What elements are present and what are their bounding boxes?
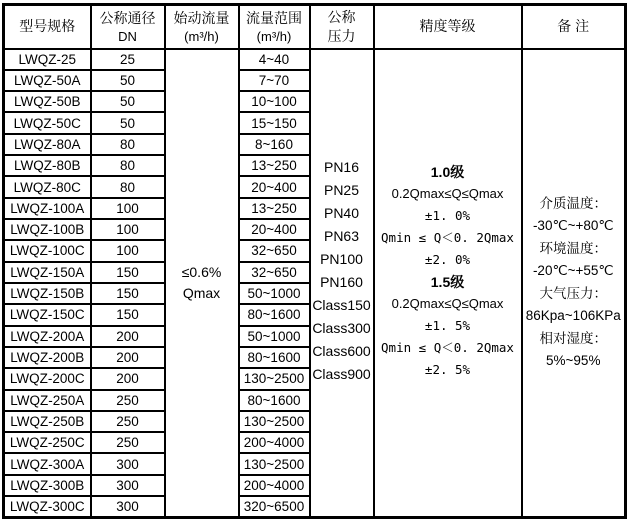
col-header-flow-range: [239, 5, 310, 49]
model-cell: LWQZ-200C: [4, 368, 91, 389]
range-cell: 50~1000: [239, 326, 310, 347]
col-header-start-flow-line1: 始动流量: [173, 9, 230, 26]
remark-content: [523, 193, 625, 373]
col-header-dn-line1: 公称通径: [99, 9, 156, 26]
range-cell: 32~650: [239, 240, 310, 261]
col-header-model: [4, 5, 91, 49]
model-cell: LWQZ-300B: [4, 475, 91, 496]
accuracy-grade-2-block: [375, 271, 521, 381]
header-row: [4, 5, 626, 49]
remark-line: 环境温度：: [539, 240, 607, 256]
remark-line: 介质温度：: [539, 195, 607, 211]
dn-cell: 80: [91, 155, 165, 176]
accuracy-grade-1-block: [375, 161, 521, 271]
model-cell: LWQZ-50A: [4, 70, 91, 91]
accuracy-grade-2-title: 1.5级: [430, 273, 465, 290]
dn-cell: 200: [91, 347, 165, 368]
col-header-pressure: [310, 5, 374, 49]
pressure-item: Class300: [312, 319, 371, 336]
pressure-item: PN25: [323, 181, 360, 198]
range-cell: 7~70: [239, 70, 310, 91]
dn-cell: 250: [91, 432, 165, 453]
range-cell: 130~2500: [239, 368, 310, 389]
accuracy-grade-2-range-low: Qmin ≤ Q＜0. 2Qmax: [381, 339, 514, 355]
pressure-item: Class600: [312, 342, 371, 359]
col-header-start-flow: [165, 5, 239, 49]
model-cell: LWQZ-150C: [4, 304, 91, 325]
dn-cell: 80: [91, 176, 165, 197]
range-cell: 200~4000: [239, 475, 310, 496]
spec-table: [2, 3, 627, 519]
dn-cell: 150: [91, 283, 165, 304]
dn-cell: 250: [91, 390, 165, 411]
pressure-item: PN160: [320, 273, 363, 290]
model-cell: LWQZ-50B: [4, 91, 91, 112]
dn-cell: 50: [91, 112, 165, 133]
start-flow-cell: [165, 49, 239, 518]
col-header-remark: [522, 5, 626, 49]
pressure-list: [311, 156, 373, 386]
pressure-cell: [310, 49, 374, 518]
range-cell: 8~160: [239, 134, 310, 155]
pressure-item: PN40: [323, 204, 360, 221]
dn-cell: 50: [91, 91, 165, 112]
dn-cell: 200: [91, 368, 165, 389]
accuracy-grade-1-title: 1.0级: [430, 163, 465, 180]
range-cell: 15~150: [239, 112, 310, 133]
range-cell: 50~1000: [239, 283, 310, 304]
pressure-item: PN100: [320, 250, 363, 267]
table-header: [4, 5, 626, 49]
dn-cell: 250: [91, 411, 165, 432]
col-header-pressure-line1: 公称: [327, 8, 356, 25]
remark-cell: [522, 49, 626, 518]
remark-line: 相对湿度：: [539, 330, 607, 346]
col-header-dn-line2: DN: [118, 28, 137, 44]
model-cell: LWQZ-50C: [4, 112, 91, 133]
model-cell: LWQZ-80C: [4, 176, 91, 197]
col-header-accuracy-label: 精度等级: [419, 18, 476, 35]
accuracy-grade-1-error-low: ±2. 0%: [424, 251, 471, 267]
model-cell: LWQZ-100C: [4, 240, 91, 261]
col-header-flow-range-line1: 流量范围: [246, 9, 302, 26]
pressure-item: Class150: [312, 296, 371, 313]
model-cell: LWQZ-150A: [4, 262, 91, 283]
accuracy-cell: [374, 49, 522, 518]
dn-cell: 50: [91, 70, 165, 91]
model-cell: LWQZ-300C: [4, 496, 91, 517]
accuracy-grade-1-range-low: Qmin ≤ Q＜0. 2Qmax: [381, 229, 514, 245]
pressure-item: Class900: [312, 365, 371, 382]
model-cell: LWQZ-200A: [4, 326, 91, 347]
range-cell: 20~400: [239, 176, 310, 197]
range-cell: 320~6500: [239, 496, 310, 517]
start-flow-value: ≤0.6%: [181, 263, 222, 280]
range-cell: 80~1600: [239, 347, 310, 368]
pressure-item: PN16: [323, 158, 360, 175]
range-cell: 13~250: [239, 198, 310, 219]
dn-cell: 200: [91, 326, 165, 347]
range-cell: 80~1600: [239, 390, 310, 411]
col-header-flow-range-line2: (m³/h): [256, 28, 292, 44]
dn-cell: 300: [91, 496, 165, 517]
col-header-start-flow-line2: (m³/h): [184, 28, 219, 44]
range-cell: 4~40: [239, 49, 310, 70]
range-cell: 32~650: [239, 262, 310, 283]
pressure-item: PN63: [323, 227, 360, 244]
accuracy-grade-1-error: ±1. 0%: [424, 207, 471, 223]
dn-cell: 150: [91, 304, 165, 325]
accuracy-grade-2-error: ±1. 5%: [424, 317, 471, 333]
dn-cell: 150: [91, 262, 165, 283]
col-header-model-label: 型号规格: [19, 18, 76, 35]
range-cell: 80~1600: [239, 304, 310, 325]
remark-line: 大气压力：: [539, 285, 607, 301]
dn-cell: 100: [91, 198, 165, 219]
range-cell: 20~400: [239, 219, 310, 240]
model-cell: LWQZ-25: [4, 49, 91, 70]
model-cell: LWQZ-250C: [4, 432, 91, 453]
remark-line: 5%~95%: [546, 353, 601, 369]
accuracy-grade-2-range: 0.2Qmax≤Q≤Qmax: [391, 295, 504, 311]
accuracy-content: [375, 161, 521, 381]
model-cell: LWQZ-100B: [4, 219, 91, 240]
model-cell: LWQZ-250B: [4, 411, 91, 432]
model-cell: LWQZ-100A: [4, 198, 91, 219]
range-cell: 200~4000: [239, 432, 310, 453]
range-cell: 130~2500: [239, 411, 310, 432]
remark-line: -20℃~+55℃: [532, 263, 614, 279]
dn-cell: 80: [91, 134, 165, 155]
accuracy-grade-1-range: 0.2Qmax≤Q≤Qmax: [391, 185, 504, 201]
start-flow-qmax: Qmax: [182, 284, 221, 301]
range-cell: 10~100: [239, 91, 310, 112]
dn-cell: 300: [91, 475, 165, 496]
model-cell: LWQZ-250A: [4, 390, 91, 411]
table-body: [4, 49, 626, 518]
model-cell: LWQZ-80B: [4, 155, 91, 176]
remark-line: 86Kpa~106KPa: [525, 308, 621, 324]
col-header-pressure-line2: 压力: [327, 27, 356, 44]
dn-cell: 100: [91, 219, 165, 240]
col-header-accuracy: [374, 5, 522, 49]
model-cell: LWQZ-300A: [4, 453, 91, 474]
dn-cell: 25: [91, 49, 165, 70]
model-cell: LWQZ-200B: [4, 347, 91, 368]
range-cell: 130~2500: [239, 453, 310, 474]
model-cell: LWQZ-150B: [4, 283, 91, 304]
dn-cell: 100: [91, 240, 165, 261]
model-cell: LWQZ-80A: [4, 134, 91, 155]
dn-cell: 300: [91, 453, 165, 474]
remark-line: -30℃~+80℃: [532, 218, 614, 234]
range-cell: 13~250: [239, 155, 310, 176]
col-header-remark-label: 备 注: [557, 18, 590, 35]
col-header-dn: [91, 5, 165, 49]
table-row: [4, 49, 626, 70]
accuracy-grade-2-error-low: ±2. 5%: [424, 361, 471, 377]
